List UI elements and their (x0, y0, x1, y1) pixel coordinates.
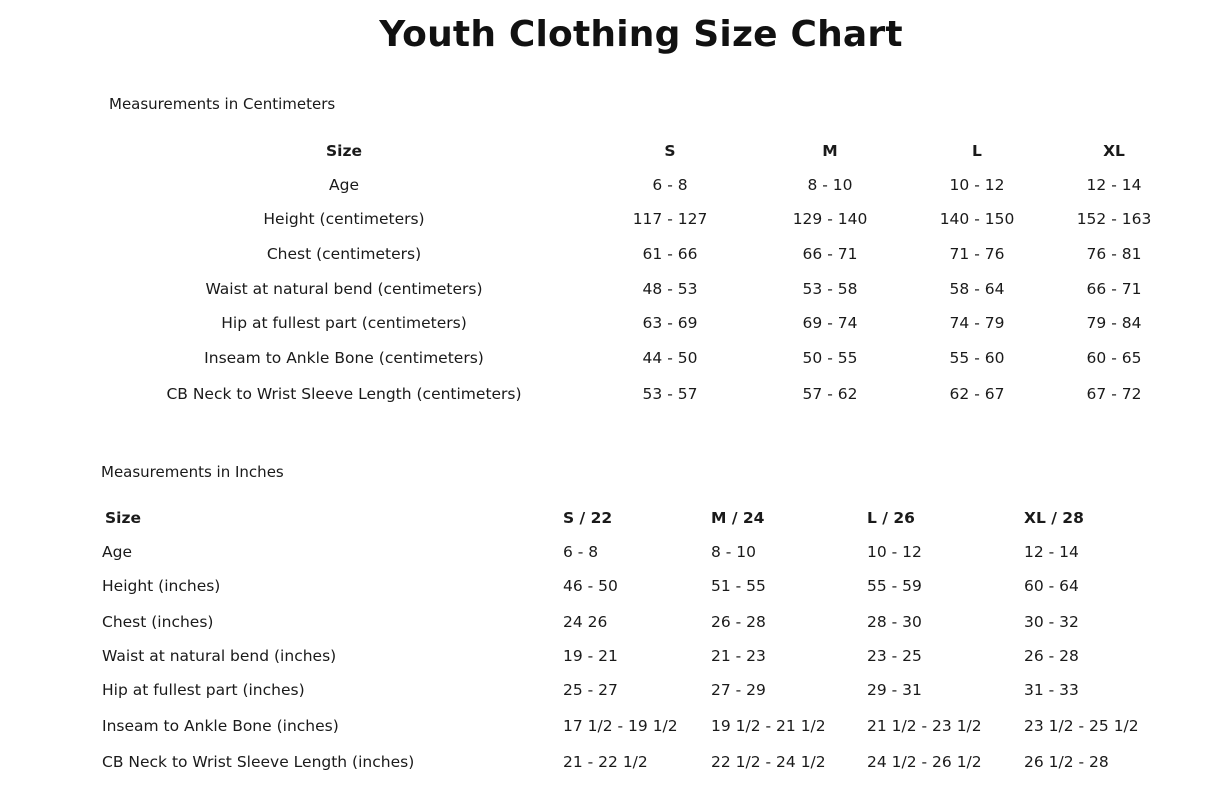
inches-cell: 10 - 12 (867, 543, 922, 561)
inches-row-label: Waist at natural bend (inches) (102, 647, 337, 665)
centimeters-cell: 74 - 79 (949, 314, 1005, 332)
inches-cell: 19 1/2 - 21 1/2 (711, 717, 826, 735)
centimeters-cell: 63 - 69 (642, 314, 698, 332)
inches-cell: 12 - 14 (1024, 543, 1079, 561)
inches-cell: 23 1/2 - 25 1/2 (1024, 717, 1139, 735)
centimeters-row-label: Inseam to Ankle Bone (centimeters) (204, 349, 484, 367)
centimeters-cell: 140 - 150 (939, 210, 1015, 228)
centimeters-header-cell: L (972, 142, 982, 160)
inches-cell: 24 26 (563, 613, 608, 631)
inches-cell: 26 1/2 - 28 (1024, 753, 1109, 771)
centimeters-cell: 129 - 140 (792, 210, 868, 228)
inches-cell: 27 - 29 (711, 681, 766, 699)
centimeters-cell: 53 - 57 (642, 385, 698, 403)
centimeters-row-label: Height (centimeters) (263, 210, 425, 228)
centimeters-cell: 48 - 53 (642, 280, 698, 298)
inches-section-label: Measurements in Inches (101, 463, 284, 481)
centimeters-header-cell: XL (1103, 142, 1125, 160)
centimeters-cell: 8 - 10 (807, 176, 853, 194)
inches-row-label: Hip at fullest part (inches) (102, 681, 305, 699)
inches-cell: 31 - 33 (1024, 681, 1079, 699)
inches-cell: 26 - 28 (1024, 647, 1079, 665)
centimeters-section-label: Measurements in Centimeters (109, 95, 336, 113)
centimeters-cell: 66 - 71 (1086, 280, 1142, 298)
inches-row-label: CB Neck to Wrist Sleeve Length (inches) (102, 753, 415, 771)
inches-cell: 30 - 32 (1024, 613, 1079, 631)
centimeters-row-label: Age (329, 176, 359, 194)
inches-cell: 23 - 25 (867, 647, 922, 665)
centimeters-cell: 69 - 74 (802, 314, 858, 332)
centimeters-row-label: Chest (centimeters) (266, 245, 422, 263)
inches-header-cell: M / 24 (711, 509, 765, 527)
inches-cell: 60 - 64 (1024, 577, 1079, 595)
inches-cell: 46 - 50 (563, 577, 618, 595)
centimeters-cell: 62 - 67 (949, 385, 1005, 403)
centimeters-cell: 67 - 72 (1086, 385, 1142, 403)
inches-cell: 21 1/2 - 23 1/2 (867, 717, 982, 735)
inches-cell: 24 1/2 - 26 1/2 (867, 753, 982, 771)
inches-header-cell: XL / 28 (1024, 509, 1084, 527)
inches-cell: 51 - 55 (711, 577, 766, 595)
inches-cell: 21 - 23 (711, 647, 766, 665)
centimeters-cell: 61 - 66 (642, 245, 698, 263)
centimeters-cell: 79 - 84 (1086, 314, 1142, 332)
centimeters-cell: 152 - 163 (1076, 210, 1152, 228)
centimeters-cell: 71 - 76 (949, 245, 1005, 263)
inches-cell: 6 - 8 (563, 543, 599, 561)
centimeters-cell: 117 - 127 (632, 210, 708, 228)
centimeters-header-cell: S (664, 142, 676, 160)
inches-header-cell: S / 22 (563, 509, 613, 527)
centimeters-row-label: Hip at fullest part (centimeters) (221, 314, 467, 332)
centimeters-cell: 76 - 81 (1086, 245, 1142, 263)
inches-cell: 28 - 30 (867, 613, 922, 631)
centimeters-cell: 10 - 12 (949, 176, 1005, 194)
centimeters-cell: 55 - 60 (949, 349, 1005, 367)
centimeters-cell: 60 - 65 (1086, 349, 1142, 367)
centimeters-cell: 66 - 71 (802, 245, 858, 263)
centimeters-row-label: Waist at natural bend (centimeters) (205, 280, 483, 298)
inches-row-label: Inseam to Ankle Bone (inches) (102, 717, 339, 735)
centimeters-cell: 57 - 62 (802, 385, 858, 403)
inches-cell: 17 1/2 - 19 1/2 (563, 717, 678, 735)
centimeters-cell: 12 - 14 (1086, 176, 1142, 194)
inches-cell: 22 1/2 - 24 1/2 (711, 753, 826, 771)
inches-cell: 8 - 10 (711, 543, 757, 561)
inches-header-cell: L / 26 (867, 509, 915, 527)
inches-cell: 29 - 31 (867, 681, 922, 699)
centimeters-cell: 58 - 64 (949, 280, 1005, 298)
inches-header-cell: Size (105, 509, 142, 527)
centimeters-row-label: CB Neck to Wrist Sleeve Length (centimeters) (166, 385, 522, 403)
page-title: Youth Clothing Size Chart (379, 14, 903, 55)
inches-cell: 55 - 59 (867, 577, 922, 595)
inches-row-label: Height (inches) (102, 577, 221, 595)
centimeters-header-cell: Size (325, 142, 362, 160)
centimeters-cell: 6 - 8 (652, 176, 688, 194)
inches-cell: 26 - 28 (711, 613, 766, 631)
inches-cell: 21 - 22 1/2 (563, 753, 648, 771)
inches-cell: 19 - 21 (563, 647, 618, 665)
inches-row-label: Chest (inches) (102, 613, 214, 631)
centimeters-cell: 44 - 50 (642, 349, 698, 367)
inches-row-label: Age (102, 543, 132, 561)
centimeters-header-cell: M (822, 142, 838, 160)
centimeters-cell: 53 - 58 (802, 280, 858, 298)
centimeters-cell: 50 - 55 (802, 349, 858, 367)
inches-cell: 25 - 27 (563, 681, 618, 699)
